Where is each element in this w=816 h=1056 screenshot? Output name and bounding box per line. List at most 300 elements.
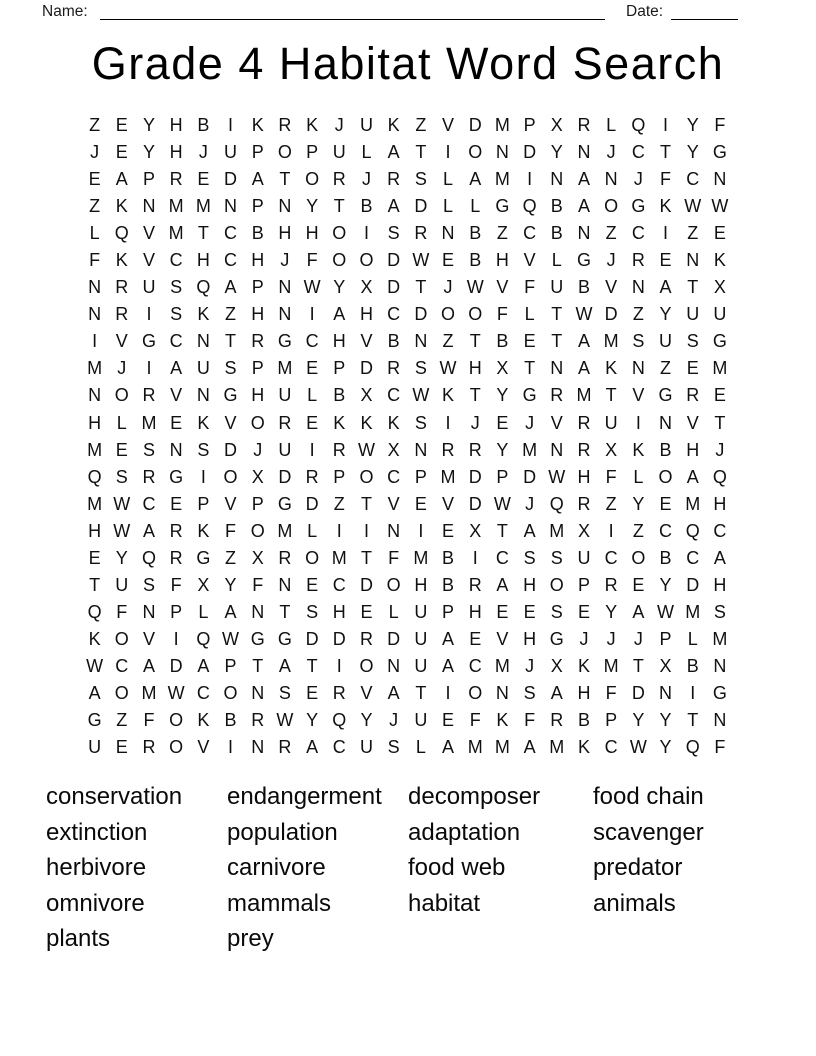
grid-letter: E	[115, 115, 128, 136]
grid-letter: Q	[87, 601, 102, 622]
grid-letter: A	[442, 628, 455, 649]
grid-letter: U	[414, 655, 428, 676]
grid-letter: R	[142, 466, 156, 487]
grid-letter: K	[197, 710, 210, 731]
grid-letter: T	[524, 358, 536, 379]
grid-letter: I	[445, 142, 451, 163]
grid-letter: E	[115, 439, 128, 460]
grid-letter: R	[332, 683, 346, 703]
grid-letter: A	[142, 655, 155, 676]
grid-letter: L	[687, 628, 698, 649]
page-title: Grade 4 Habitat Word Search	[91, 38, 725, 89]
grid-letter: F	[306, 250, 318, 271]
grid-letter: E	[496, 601, 509, 622]
grid-letter: N	[278, 196, 292, 217]
grid-letter: P	[577, 574, 590, 595]
name-label: Name:	[42, 3, 88, 20]
grid-letter: E	[577, 601, 590, 622]
grid-letter: F	[143, 710, 155, 731]
grid-letter: N	[441, 223, 455, 244]
grid-letter: K	[197, 520, 210, 541]
grid-letter: C	[169, 331, 183, 352]
grid-letter: S	[387, 737, 400, 758]
grid-letter: A	[197, 655, 210, 676]
grid-letter: Z	[116, 710, 128, 731]
grid-letter: J	[117, 358, 127, 379]
word-bank-column	[227, 779, 408, 957]
grid-letter: B	[333, 385, 346, 406]
grid-letter: R	[604, 574, 618, 595]
grid-letter: R	[278, 547, 292, 568]
grid-letter: R	[387, 169, 401, 190]
grid-letter: P	[251, 493, 264, 514]
grid-letter: R	[169, 169, 183, 190]
grid-letter: T	[551, 304, 563, 325]
grid-letter: V	[360, 331, 373, 352]
grid-letter: J	[280, 250, 290, 271]
word-bank-item: endangerment	[227, 783, 382, 810]
grid-letter: O	[359, 466, 374, 487]
word-bank-item: extinction	[46, 818, 148, 846]
grid-letter: Q	[712, 466, 727, 487]
grid-letter: U	[142, 277, 156, 298]
grid-letter: H	[713, 493, 727, 514]
grid-letter: P	[605, 710, 618, 731]
grid-letter: X	[605, 439, 618, 460]
grid-letter: O	[658, 466, 673, 487]
grid-letter: X	[550, 655, 563, 676]
grid-letter: J	[606, 142, 616, 163]
grid-letter: V	[387, 493, 400, 514]
grid-letter: G	[549, 628, 564, 649]
word-bank-item: conservation	[46, 783, 183, 810]
grid-letter: I	[472, 547, 478, 568]
grid-letter: C	[224, 223, 238, 244]
grid-letter: L	[524, 304, 535, 325]
grid-letter: B	[224, 710, 237, 731]
grid-letter: O	[604, 196, 619, 217]
grid-letter: P	[251, 196, 264, 217]
word-bank-item: prey	[227, 925, 274, 953]
grid-letter: K	[713, 250, 726, 271]
grid-letter: N	[196, 385, 210, 406]
grid-letter: I	[336, 655, 342, 676]
grid-letter: M	[331, 547, 347, 568]
grid-letter: P	[333, 466, 346, 487]
grid-letter: B	[659, 547, 672, 568]
grid-letter: D	[332, 628, 346, 649]
grid-letter: V	[496, 277, 509, 298]
grid-letter: N	[550, 358, 564, 379]
grid-letter: M	[440, 466, 456, 487]
grid-letter: R	[142, 385, 156, 406]
grid-letter: I	[363, 223, 369, 244]
grid-letter: S	[142, 574, 155, 595]
grid-letter: H	[88, 520, 102, 541]
grid-letter: Q	[196, 277, 211, 298]
grid-letter: B	[360, 196, 373, 217]
grid-letter: K	[605, 358, 618, 379]
grid-letter: U	[278, 439, 292, 460]
grid-letter: Z	[660, 358, 672, 379]
grid-letter: R	[332, 439, 346, 460]
grid-letter: C	[495, 547, 509, 568]
grid-letter: I	[200, 466, 206, 487]
grid-letter: S	[170, 277, 183, 298]
grid-letter: K	[306, 115, 319, 136]
grid-letter: D	[468, 466, 482, 487]
grid-letter: W	[439, 358, 457, 379]
grid-letter: U	[196, 358, 210, 379]
grid-letter: X	[577, 520, 590, 541]
grid-letter: F	[89, 250, 101, 271]
grid-letter: T	[660, 142, 672, 163]
grid-letter: H	[686, 439, 700, 460]
grid-letter: Y	[306, 196, 319, 217]
grid-letter: H	[468, 358, 482, 379]
grid-letter: N	[414, 439, 428, 460]
grid-letter: M	[603, 655, 619, 676]
grid-letter: O	[250, 412, 265, 433]
grid-letter: F	[469, 710, 481, 731]
grid-letter: L	[198, 601, 209, 622]
grid-letter: J	[606, 628, 616, 649]
grid-letter: D	[169, 655, 183, 676]
grid-letter: L	[633, 466, 644, 487]
grid-letter: D	[523, 142, 537, 163]
grid-letter: W	[357, 439, 375, 460]
grid-letter: W	[86, 655, 104, 676]
grid-letter: V	[442, 493, 455, 514]
grid-letter: G	[712, 142, 727, 163]
grid-letter: R	[359, 628, 373, 649]
grid-letter: N	[142, 601, 156, 622]
grid-letter: E	[197, 169, 210, 190]
grid-letter: K	[632, 439, 645, 460]
grid-letter: R	[305, 466, 319, 487]
grid-letter: G	[141, 331, 156, 352]
grid-letter: K	[115, 250, 128, 271]
grid-letter: M	[87, 358, 103, 379]
grid-letter: N	[550, 169, 564, 190]
grid-letter: E	[306, 412, 319, 433]
grid-letter: C	[604, 737, 618, 758]
grid-letter: U	[550, 277, 564, 298]
grid-letter: I	[228, 737, 234, 758]
grid-letter: W	[575, 304, 593, 325]
word-bank-column	[408, 779, 593, 921]
grid-letter: Z	[225, 304, 237, 325]
grid-letter: I	[663, 223, 669, 244]
grid-letter: O	[468, 142, 483, 163]
grid-letter: M	[277, 358, 293, 379]
grid-letter: B	[577, 277, 590, 298]
grid-letter: I	[92, 331, 98, 352]
grid-letter: D	[359, 358, 373, 379]
grid-letter: B	[686, 655, 699, 676]
grid-letter: T	[279, 169, 291, 190]
grid-letter: Y	[333, 277, 346, 298]
grid-letter: N	[414, 331, 428, 352]
grid-letter: V	[686, 412, 699, 433]
grid-letter: G	[250, 628, 265, 649]
grid-letter: C	[631, 142, 645, 163]
grid-letter: K	[115, 196, 128, 217]
grid-letter: N	[495, 683, 509, 703]
grid-letter: G	[196, 547, 211, 568]
grid-letter: O	[169, 737, 184, 758]
grid-letter: R	[169, 520, 183, 541]
grid-letter: V	[632, 385, 645, 406]
grid-letter: O	[305, 547, 320, 568]
grid-letter: K	[442, 385, 455, 406]
grid-letter: N	[88, 385, 102, 406]
grid-letter: A	[577, 196, 590, 217]
grid-letter: H	[523, 628, 537, 649]
grid-letter: A	[713, 547, 726, 568]
grid-letter: R	[387, 358, 401, 379]
grid-letter: J	[633, 169, 643, 190]
word-bank-item: predator	[593, 854, 683, 882]
grid-letter: Q	[196, 628, 211, 649]
grid-letter: C	[387, 466, 401, 487]
grid-letter: G	[277, 331, 292, 352]
grid-letter: D	[224, 169, 238, 190]
grid-letter: K	[333, 412, 346, 433]
grid-letter: M	[141, 412, 157, 433]
grid-letter: E	[496, 412, 509, 433]
grid-letter: J	[579, 628, 589, 649]
grid-letter: U	[332, 142, 346, 163]
grid-letter: T	[714, 412, 726, 433]
grid-letter: A	[577, 169, 590, 190]
grid-letter: Y	[659, 574, 672, 595]
grid-letter: Q	[87, 466, 102, 487]
grid-letter: Z	[415, 115, 427, 136]
grid-letter: X	[496, 358, 509, 379]
grid-letter: Z	[632, 304, 644, 325]
grid-letter: P	[142, 169, 155, 190]
grid-letter: E	[713, 385, 726, 406]
grid-letter: W	[684, 196, 702, 217]
grid-letter: M	[168, 223, 184, 244]
grid-letter: H	[359, 304, 373, 325]
grid-letter: P	[496, 466, 509, 487]
grid-letter: C	[713, 520, 727, 541]
grid-letter: C	[332, 737, 346, 758]
grid-letter: T	[360, 493, 372, 514]
grid-letter: L	[606, 115, 617, 136]
grid-letter: O	[441, 304, 456, 325]
grid-letter: Y	[686, 115, 699, 136]
grid-letter: E	[88, 547, 101, 568]
grid-letter: K	[88, 628, 101, 649]
grid-letter: Z	[225, 547, 237, 568]
grid-letter: R	[577, 493, 591, 514]
grid-letter: O	[549, 574, 564, 595]
grid-letter: J	[470, 412, 480, 433]
grid-letter: Q	[332, 710, 347, 731]
grid-letter: K	[659, 196, 672, 217]
grid-letter: M	[494, 169, 510, 190]
grid-letter: J	[334, 115, 344, 136]
word-bank-item: decomposer	[408, 783, 541, 810]
grid-letter: A	[496, 574, 509, 595]
grid-letter: F	[714, 115, 726, 136]
grid-letter: R	[468, 574, 482, 595]
grid-letter: O	[223, 466, 238, 487]
grid-letter: U	[414, 601, 428, 622]
grid-letter: L	[116, 412, 127, 433]
grid-letter: F	[225, 520, 237, 541]
grid-letter: J	[90, 142, 100, 163]
grid-letter: G	[87, 710, 102, 731]
grid-letter: V	[197, 737, 210, 758]
grid-letter: M	[494, 737, 510, 758]
grid-letter: J	[715, 439, 725, 460]
grid-letter: I	[309, 304, 315, 325]
grid-letter: M	[413, 547, 429, 568]
grid-letter: A	[387, 683, 400, 703]
grid-letter: L	[361, 142, 372, 163]
grid-letter: F	[170, 574, 182, 595]
grid-letter: A	[632, 601, 645, 622]
grid-letter: H	[251, 385, 265, 406]
grid-letter: U	[115, 574, 129, 595]
grid-letter: O	[332, 223, 347, 244]
grid-letter: M	[195, 196, 211, 217]
grid-letter: O	[277, 142, 292, 163]
grid-letter: E	[713, 223, 726, 244]
grid-letter: H	[196, 250, 210, 271]
grid-letter: N	[278, 574, 292, 595]
word-bank-item: scavenger	[593, 818, 704, 846]
grid-letter: G	[277, 493, 292, 514]
grid-letter: H	[414, 574, 428, 595]
grid-letter: H	[278, 223, 292, 244]
grid-letter: R	[577, 115, 591, 136]
grid-letter: O	[332, 250, 347, 271]
grid-letter: N	[251, 737, 265, 758]
grid-letter: M	[712, 628, 728, 649]
grid-letter: S	[550, 547, 563, 568]
grid-letter: W	[493, 493, 511, 514]
word-bank-item: mammals	[227, 889, 332, 917]
grid-letter: M	[685, 601, 701, 622]
grid-letter: J	[633, 628, 643, 649]
grid-letter: U	[278, 385, 292, 406]
grid-letter: R	[468, 439, 482, 460]
grid-letter: C	[224, 250, 238, 271]
grid-letter: U	[686, 304, 700, 325]
grid-letter: C	[115, 655, 129, 676]
grid-letter: R	[550, 710, 564, 731]
word-bank-item: habitat	[408, 889, 481, 917]
grid-letter: Y	[686, 142, 699, 163]
grid-letter: C	[659, 520, 673, 541]
grid-letter: K	[251, 115, 264, 136]
grid-letter: M	[712, 358, 728, 379]
grid-letter: B	[550, 196, 563, 217]
grid-letter: R	[441, 439, 455, 460]
grid-letter: H	[713, 574, 727, 595]
grid-letter: R	[169, 547, 183, 568]
grid-letter: R	[251, 710, 265, 731]
grid-letter: O	[305, 169, 320, 190]
grid-letter: V	[224, 412, 237, 433]
grid-letter: M	[522, 439, 538, 460]
grid-letter: E	[306, 358, 319, 379]
grid-letter: C	[387, 304, 401, 325]
grid-letter: B	[659, 439, 672, 460]
grid-letter: M	[168, 196, 184, 217]
word-bank-item: population	[227, 818, 338, 846]
grid-letter: T	[197, 223, 209, 244]
grid-letter: D	[305, 493, 319, 514]
grid-letter: E	[115, 737, 128, 758]
grid-letter: A	[170, 358, 183, 379]
grid-letter: V	[170, 385, 183, 406]
grid-letter: N	[387, 655, 401, 676]
grid-letter: E	[686, 358, 699, 379]
grid-letter: N	[659, 412, 673, 433]
grid-letter: P	[659, 628, 672, 649]
grid-letter: J	[443, 277, 453, 298]
grid-letter: P	[306, 142, 319, 163]
grid-letter: L	[89, 223, 100, 244]
grid-letter: A	[251, 169, 264, 190]
grid-letter: D	[224, 439, 238, 460]
grid-letter: L	[470, 196, 481, 217]
grid-letter: T	[496, 520, 508, 541]
grid-letter: C	[387, 385, 401, 406]
grid-letter: C	[332, 574, 346, 595]
grid-letter: D	[305, 628, 319, 649]
grid-letter: K	[496, 710, 509, 731]
grid-letter: K	[197, 304, 210, 325]
letter-grid	[81, 112, 734, 761]
grid-letter: C	[631, 223, 645, 244]
grid-letter: I	[309, 439, 315, 460]
grid-letter: Z	[89, 196, 101, 217]
grid-letter: T	[89, 574, 101, 595]
grid-letter: U	[713, 304, 727, 325]
grid-letter: R	[115, 277, 129, 298]
grid-letter: T	[415, 683, 427, 703]
grid-letter: O	[359, 250, 374, 271]
grid-letter: Q	[685, 737, 700, 758]
grid-letter: H	[169, 142, 183, 163]
grid-letter: O	[114, 628, 129, 649]
grid-letter: A	[387, 196, 400, 217]
grid-letter: O	[468, 304, 483, 325]
grid-letter: V	[142, 223, 155, 244]
grid-letter: R	[115, 304, 129, 325]
grid-letter: L	[415, 737, 426, 758]
grid-letter: I	[663, 115, 669, 136]
word-bank-item: food web	[408, 854, 506, 882]
grid-letter: E	[442, 250, 455, 271]
grid-letter: Z	[605, 493, 617, 514]
grid-letter: W	[711, 196, 729, 217]
grid-letter: W	[113, 520, 131, 541]
grid-letter: W	[222, 628, 240, 649]
grid-letter: I	[363, 520, 369, 541]
grid-letter: V	[224, 493, 237, 514]
grid-letter: T	[360, 547, 372, 568]
grid-letter: Y	[224, 574, 237, 595]
grid-letter: M	[576, 385, 592, 406]
